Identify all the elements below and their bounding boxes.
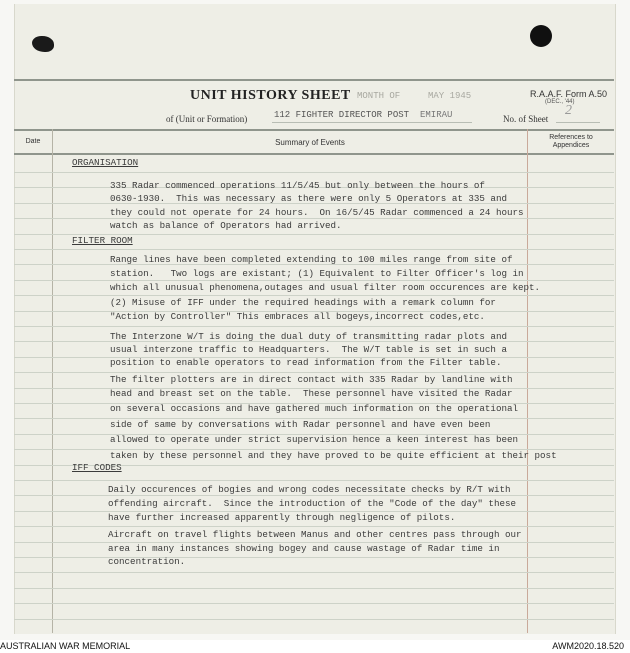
body-line: Range lines have been completed extending to 100 miles range from site of — [110, 254, 513, 265]
body-line: "Action by Controller" This embraces all bogeys,incorrect codes,etc. — [110, 311, 485, 322]
body-line: The filter plotters are in direct contact with 335 Radar by landline with — [110, 374, 513, 385]
sheet-number-value: 2 — [565, 103, 572, 118]
body-line: which all unusual phenomena,outages and usual filter room occurences are kept. — [110, 282, 541, 293]
body-line: Daily occurences of bogies and wrong codes necessitate checks by R/T with — [108, 484, 511, 495]
body-line: taken by these personnel and they have proved to be quite efficient at their post — [110, 450, 557, 461]
month-label: MONTH OF — [357, 91, 401, 101]
ruled-line — [14, 480, 614, 481]
col-references-header-2: Appendices — [552, 142, 590, 149]
form-number: R.A.A.F. Form A.50 — [530, 89, 608, 99]
ruled-line — [14, 603, 614, 604]
body-line: station. Two logs are existant; (1) Equivalent to Filter Officer's log in — [110, 268, 524, 279]
header-bottom-rule — [14, 129, 614, 131]
body-line: have further increased apparently through negligence of pilots. — [108, 512, 456, 523]
body-line: 335 Radar commenced operations 11/5/45 but only between the hours of — [110, 180, 485, 191]
body-line: 0630-1930. This was necessary as there were only 5 Operators at 335 and — [110, 193, 507, 204]
section-heading-iff-codes: IFF CODES — [72, 462, 122, 473]
footer-source: AUSTRALIAN WAR MEMORIAL — [0, 641, 131, 651]
body-line: (2) Misuse of IFF under the required headings with a remark column for — [110, 297, 496, 308]
body-line: side of same by conversations with Radar personnel and have even been — [110, 419, 491, 430]
body-line: on several occasions and have gathered much information on the operational — [110, 403, 518, 414]
col-date-header: Date — [25, 138, 41, 145]
ruled-line — [14, 326, 614, 327]
ruled-line — [14, 572, 614, 573]
col-summary-header: Summary of Events — [275, 138, 345, 147]
section-heading-filter-room: FILTER ROOM — [72, 235, 133, 246]
unit-label: of (Unit or Formation) — [166, 114, 248, 124]
ruled-line — [14, 619, 614, 620]
footer-accession-number: AWM2020.18.520 — [552, 641, 624, 651]
month-value: MAY 1945 — [428, 91, 472, 101]
column-header-rule — [14, 153, 614, 155]
body-line: concentration. — [108, 556, 186, 567]
unit-underline — [272, 122, 472, 123]
sheet-number-label: No. of Sheet — [503, 114, 549, 124]
body-line: Aircraft on travel flights between Manus and other centres pass through our — [108, 529, 522, 540]
sheet-underline — [556, 122, 600, 123]
body-line: position to enable operators to read information from the Filter table. — [110, 357, 502, 368]
ruled-line — [14, 557, 614, 558]
body-line: watch as balance of Operators had arrived. — [110, 220, 342, 231]
unit-value: 112 FIGHTER DIRECTOR POST — [274, 110, 410, 120]
body-line: allowed to operate under strict supervision hence a keen interest has been — [110, 434, 518, 445]
punch-hole — [530, 25, 552, 47]
body-line: area in many instances showing bogey and cause wastage of Radar time in — [108, 543, 500, 554]
form-revision-date: (DEC., '44) — [545, 99, 575, 105]
ruled-line — [14, 249, 614, 250]
form-title: UNIT HISTORY SHEET — [190, 88, 351, 103]
body-line: usual interzone traffic to Headquarters. The W/T table is set in such a — [110, 344, 507, 355]
ruled-line — [14, 172, 614, 173]
body-line: offending aircraft. Since the introduction of the "Code of the day" these — [108, 498, 516, 509]
torn-punch-hole — [32, 36, 54, 52]
body-line: head and breast set on the table. These personnel have visited the Radar — [110, 388, 513, 399]
body-line: they could not operate for 24 hours. On 16/5/45 Radar commenced a 24 hours — [110, 207, 524, 218]
ruled-line — [14, 526, 614, 527]
section-heading-organisation: ORGANISATION — [72, 157, 139, 168]
unit-location: EMIRAU — [420, 110, 453, 120]
col-references-header-1: References to — [549, 134, 593, 141]
body-line: The Interzone W/T is doing the dual duty of transmitting radar plots and — [110, 331, 507, 342]
ruled-line — [14, 588, 614, 589]
header-top-rule — [14, 79, 614, 81]
